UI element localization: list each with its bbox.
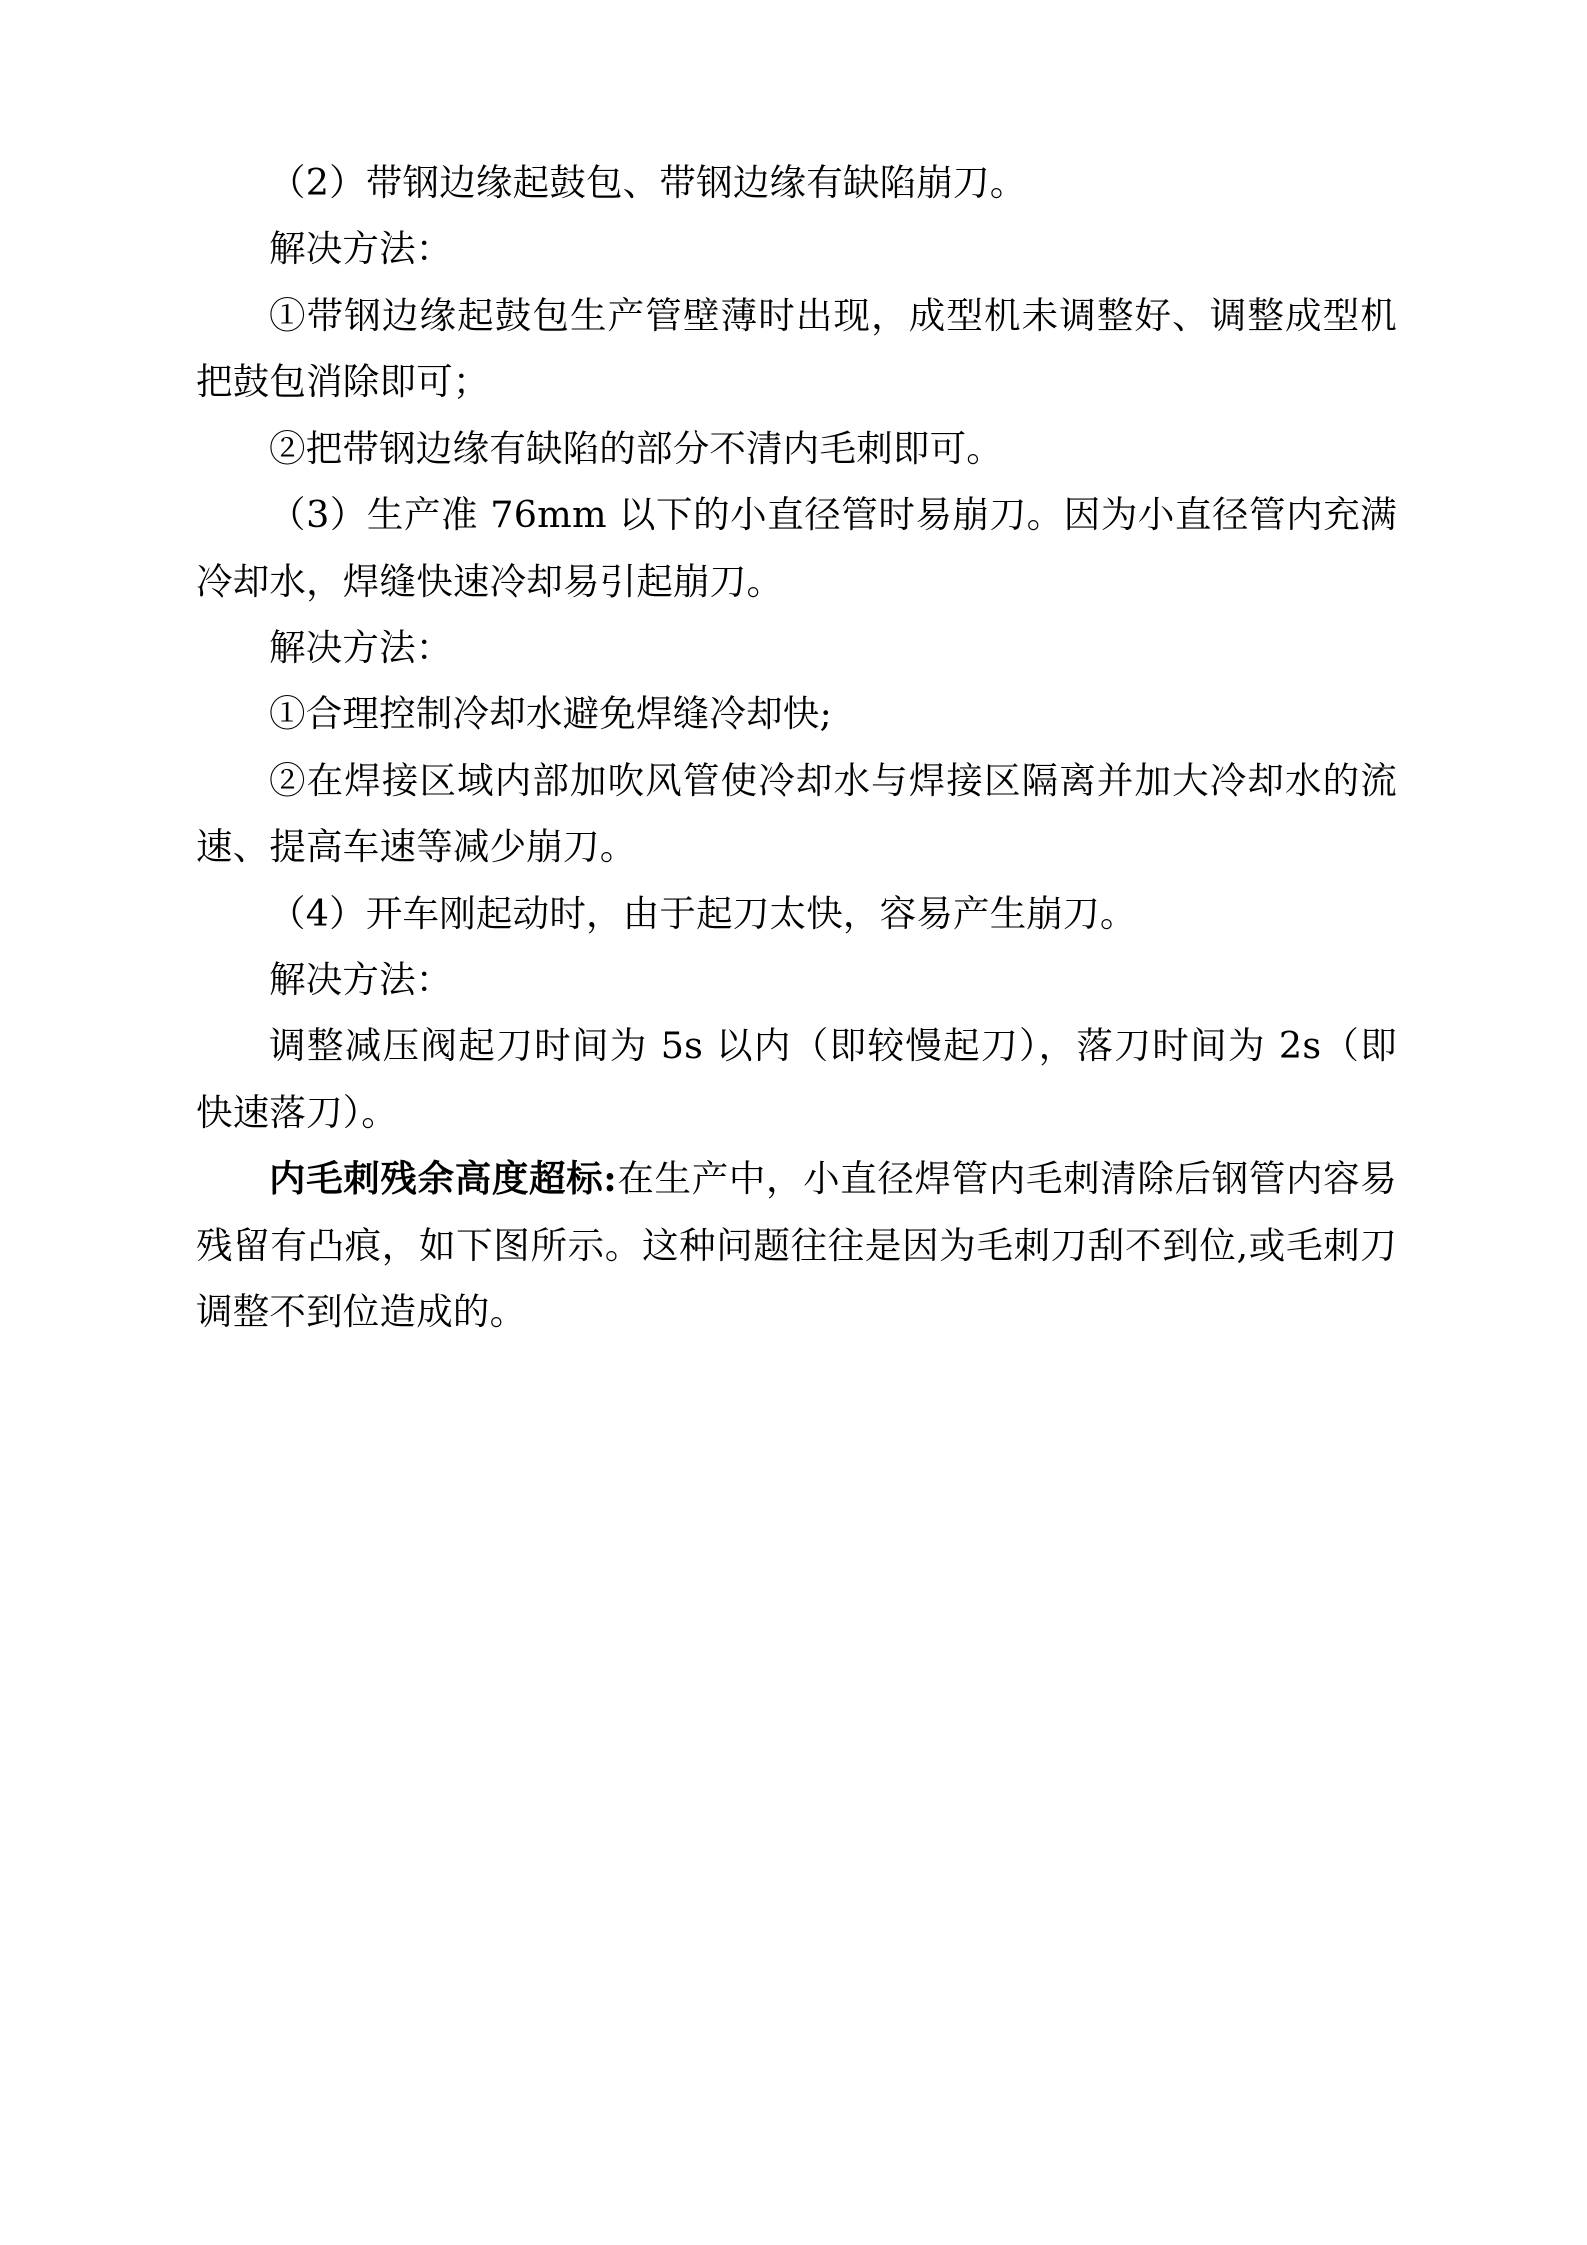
paragraph-solution-2-1: ①带钢边缘起鼓包生产管壁薄时出现，成型机未调整好、调整成型机把鼓包消除即可； [196,293,1397,404]
paragraph-item-3: （3）生产准 76mm 以下的小直径管时易崩刀。因为小直径管内充满冷却水，焊缝快速冷却易引起崩刀。 [196,493,1397,603]
paragraph-solution-4-1: 调整减压阀起刀时间为 5s 以内（即较慢起刀），落刀时间为 2s（即快速落刀）。 [196,1024,1397,1134]
paragraph-solution-3-1: ①合理控制冷却水避免焊缝冷却快; [269,692,832,736]
paragraph-item-4: （4）开车刚起动时，由于起刀太快，容易产生崩刀。 [269,891,1137,935]
burr-height-lead: 内毛刺残余高度超标: [269,1157,617,1201]
paragraph-solution-label-1: 解决方法： [269,227,453,271]
paragraph-item-2: （2）带钢边缘起鼓包、带钢边缘有缺陷崩刀。 [269,161,1027,204]
burr-height-rest: 在生产中，小直径焊管内毛刺清除后钢管内容易残留有凸痕，如下图所示。这种问题往往是因为毛刺刀刮不到位,或毛刺刀调整不到位造成的。 [196,1157,1397,1334]
paragraph-burr-height [196,1146,1397,1345]
paragraph-solution-label-3: 解决方法： [269,958,453,1002]
paragraph-solution-2-2: ②把带钢边缘有缺陷的部分不清内毛刺即可。 [269,426,1003,470]
paragraph-solution-3-2: ②在焊接区域内部加吹风管使冷却水与焊接区隔离并加大冷却水的流速、提高车速等减少崩刀。 [196,758,1397,869]
document-body [196,150,1397,1346]
paragraph-solution-label-2: 解决方法： [269,625,453,669]
